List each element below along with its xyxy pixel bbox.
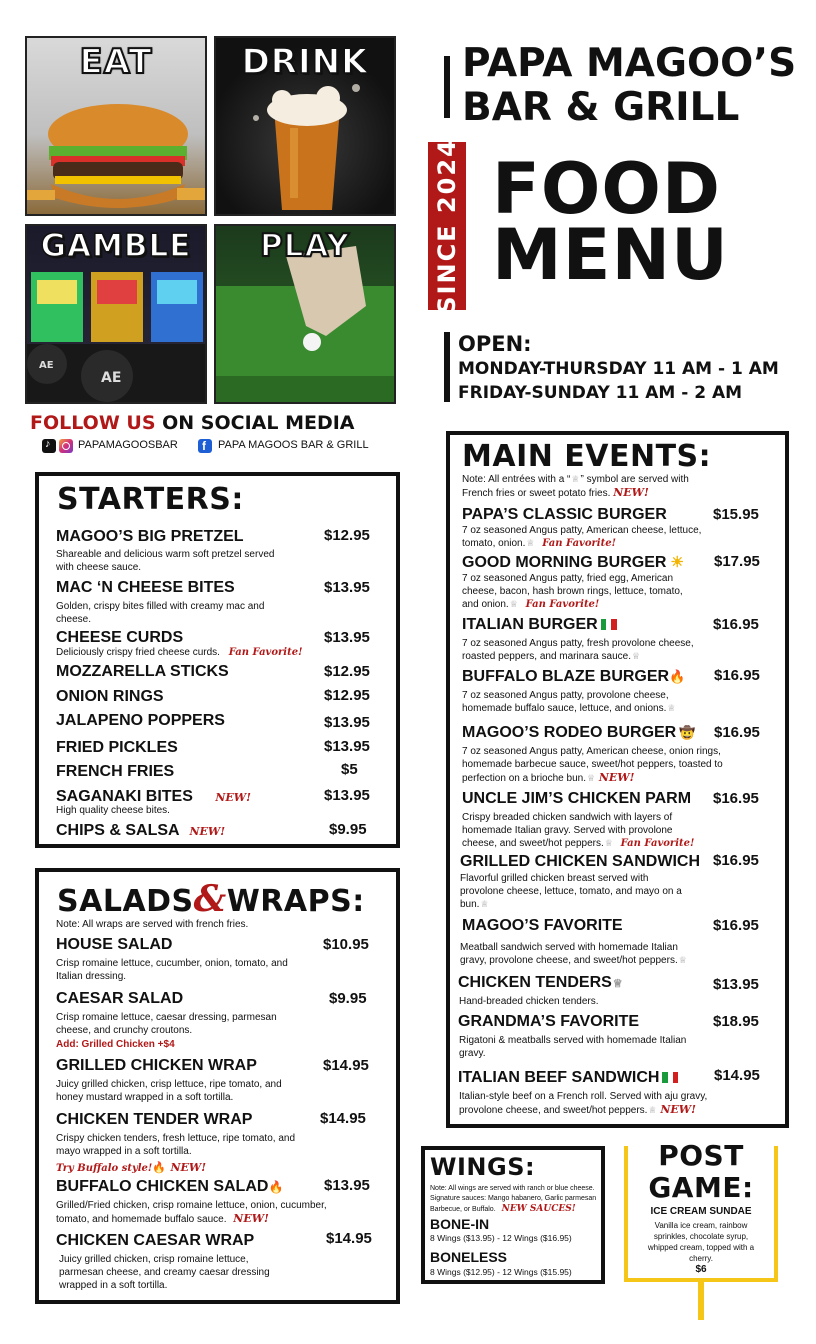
cowboy-hat-icon: 🤠 — [679, 725, 696, 740]
wings-note-text: Note: All wings are served with ranch or blue cheese. Signature sauces: Mango habanero, Garlic parmesan Barbecue, or Buffalo. — [430, 1185, 597, 1213]
main-price: $18.95 — [713, 1013, 759, 1030]
main-desc-text: 7 oz seasoned Angus patty, provolone cheese, homemade buffalo sauce, lettuce, and onions. — [462, 690, 669, 714]
salads-wraps-section — [35, 868, 400, 1304]
salad-price: $14.95 — [323, 1057, 369, 1074]
salad-name: CHICKEN TENDER WRAP — [56, 1111, 253, 1128]
bone-in-label: BONE-IN — [430, 1216, 490, 1232]
main-name — [462, 616, 617, 634]
wings-section — [421, 1146, 605, 1284]
main-name: MAGOO’S FAVORITE — [462, 917, 623, 934]
boneless-prices: 8 Wings ($12.95) - 12 Wings ($15.95) — [430, 1267, 572, 1277]
main-events-title: MAIN EVENTS: — [462, 439, 712, 474]
starter-name: MOZZARELLA STICKS — [56, 663, 229, 680]
sundae-name: ICE CREAM SUNDAE — [650, 1206, 752, 1217]
starters-section — [35, 472, 400, 848]
main-name: GRILLED CHICKEN SANDWICH — [460, 853, 700, 870]
main-desc — [459, 1090, 749, 1117]
chef-hat-icon: ♕ — [509, 599, 518, 609]
main-name-text: ITALIAN BURGER — [462, 616, 598, 633]
main-name — [458, 1069, 678, 1087]
starter-name: MAC ‘N CHEESE BITES — [56, 579, 235, 596]
chef-hat-icon: ♕ — [667, 703, 676, 713]
buffalo-style-tag: Try Buffalo style! — [56, 1163, 153, 1174]
main-name-text: BUFFALO BLAZE BURGER — [462, 668, 670, 685]
gamble-caption: GAMBLE — [40, 228, 192, 264]
sundae-price: $6 — [695, 1264, 707, 1275]
chef-hat-icon: ♕ — [604, 838, 613, 848]
main-desc-text: Meatball sandwich served with homemade Italian gravy, provolone cheese, and sweet/hot peppers. — [460, 942, 678, 966]
main-name: GRANDMA’S FAVORITE — [458, 1013, 640, 1030]
sun-icon: ☀ — [670, 554, 684, 571]
new-tag: NEW! — [170, 1161, 207, 1174]
gamble-photo-tile — [25, 224, 207, 404]
starter-name: ONION RINGS — [56, 688, 164, 705]
salad-name-text: BUFFALO CHICKEN SALAD — [56, 1178, 269, 1195]
fan-favorite-tag: Fan Favorite! — [228, 647, 303, 658]
main-desc — [462, 524, 707, 550]
main-name — [462, 668, 685, 686]
main-desc-text: 7 oz seasoned Angus patty, American cheese, onion rings, homemade barbecue sauce, sweet/hot peppers, toasted to perfection on a brioche bun. — [462, 746, 723, 784]
main-price: $13.95 — [713, 976, 759, 993]
chef-hat-icon: ♕ — [648, 1105, 657, 1115]
flame-icon: 🔥 — [268, 1180, 284, 1194]
on-social-text: ON SOCIAL MEDIA — [162, 412, 355, 434]
main-name-text: CHICKEN TENDERS — [458, 974, 612, 991]
starter-price: $13.95 — [324, 629, 370, 646]
starter-desc: Golden, crispy bites filled with creamy mac and cheese. — [56, 601, 265, 625]
fan-favorite-tag: Fan Favorite! — [620, 838, 695, 849]
new-tag: NEW! — [233, 1212, 269, 1225]
new-tag: NEW! — [660, 1103, 696, 1116]
starter-desc: High quality cheese bites. — [56, 805, 170, 816]
fan-favorite-tag: Fan Favorite! — [525, 599, 600, 610]
starter-price: $12.95 — [324, 663, 370, 680]
main-note — [462, 473, 717, 500]
main-desc-text: 7 oz seasoned Angus patty, fresh provolone cheese, roasted peppers, and marinara sauce. — [462, 638, 694, 662]
main-desc-text: Crispy breaded chicken sandwich with layers of homemade Italian gravy. Served with provolone cheese, and sweet/hot peppers. — [462, 812, 673, 849]
chef-hat-icon: ♕ — [632, 651, 641, 661]
facebook-handle[interactable]: PAPA MAGOOS BAR & GRILL — [218, 439, 369, 451]
starter-price: $13.95 — [324, 738, 370, 755]
starter-desc — [56, 646, 356, 659]
hours-rule — [444, 332, 450, 402]
social-heading — [30, 412, 355, 434]
main-desc — [462, 572, 702, 611]
salad-price: $9.95 — [329, 990, 367, 1007]
salad-price: $14.95 — [320, 1110, 366, 1127]
starter-name: CHEESE CURDS — [56, 629, 184, 646]
chef-hat-icon: ♕ — [571, 474, 580, 484]
salad-name: HOUSE SALAD — [56, 936, 173, 953]
ampersand: & — [193, 878, 227, 920]
salad-name: GRILLED CHICKEN WRAP — [56, 1057, 257, 1074]
main-price: $14.95 — [714, 1067, 760, 1084]
chef-hat-icon: ♕ — [586, 773, 596, 783]
salad-price: $14.95 — [326, 1230, 372, 1247]
menu-title-line1: FOOD — [492, 148, 721, 230]
salads-word: SALADS — [57, 884, 194, 919]
main-desc — [462, 745, 742, 785]
main-price: $16.95 — [713, 852, 759, 869]
goalpost-stand — [698, 1282, 704, 1320]
salad-name: CHICKEN CAESAR WRAP — [56, 1232, 255, 1249]
salad-price: $13.95 — [324, 1177, 370, 1194]
play-caption: PLAY — [260, 228, 350, 264]
main-desc-text: 7 oz seasoned Angus patty, fried egg, American cheese, bacon, hash brown rings, lettuce, tomato, and onion. — [462, 573, 683, 610]
main-name-text: GOOD MORNING BURGER — [462, 554, 667, 571]
chef-hat-icon: ♕ — [526, 538, 535, 548]
new-sauces-tag: NEW SAUCES! — [501, 1204, 576, 1214]
bone-in-prices: 8 Wings ($13.95) - 12 Wings ($16.95) — [430, 1233, 572, 1243]
main-desc — [460, 872, 695, 911]
main-desc: Hand-breaded chicken tenders. — [459, 996, 599, 1007]
facebook-icon[interactable]: f — [198, 439, 212, 453]
salad-desc-text: Grilled/Fried chicken, crisp romaine lettuce, onion, cucumber, tomato, and homemade buffalo sauce. — [56, 1200, 327, 1225]
starter-price: $12.95 — [324, 527, 370, 544]
main-price: $16.95 — [714, 724, 760, 741]
drink-caption: DRINK — [241, 42, 369, 82]
fan-favorite-tag: Fan Favorite! — [542, 538, 616, 549]
restaurant-name-line1: PAPA MAGOO’S — [462, 41, 797, 86]
play-photo-tile — [214, 224, 396, 404]
main-desc — [462, 637, 702, 663]
main-desc: Rigatoni & meatballs served with homemade Italian gravy. — [459, 1035, 687, 1059]
main-name — [462, 553, 684, 572]
svg-text:AE: AE — [39, 360, 54, 371]
eat-caption: EAT — [79, 42, 153, 82]
hours-label: OPEN: — [458, 332, 532, 356]
wraps-word: WRAPS: — [226, 884, 365, 919]
menu-title-line2: MENU — [492, 214, 729, 296]
starter-desc-text: Deliciously crispy fried cheese curds. — [56, 647, 220, 658]
starter-price: $13.95 — [324, 714, 370, 731]
salad-name: CAESAR SALAD — [56, 990, 184, 1007]
starter-name: MAGOO’S BIG PRETZEL — [56, 528, 244, 545]
italy-flag-icon — [601, 619, 617, 630]
starter-name: FRENCH FRIES — [56, 763, 175, 780]
main-name-text: MAGOO’S RODEO BURGER — [462, 724, 677, 741]
main-name-text: ITALIAN BEEF SANDWICH — [458, 1069, 660, 1086]
starter-price: $9.95 — [329, 821, 367, 838]
main-name — [462, 724, 695, 742]
main-price: $16.95 — [713, 616, 759, 633]
instagram-handle[interactable]: PAPAMAGOOSBAR — [78, 439, 178, 451]
sundae-desc: Vanilla ice cream, rainbow sprinkles, chocolate syrup, whipped cream, topped with a cherry. — [647, 1221, 755, 1263]
since-badge — [428, 138, 466, 314]
post-game-title-line1: POST — [658, 1139, 744, 1172]
salad-price: $10.95 — [323, 936, 369, 953]
main-desc — [462, 811, 707, 850]
wings-note — [430, 1184, 602, 1215]
eat-photo-tile — [25, 36, 207, 216]
main-note-a: Note: All entrées with a “ — [462, 474, 571, 485]
wings-title: WINGS: — [430, 1153, 536, 1181]
main-desc-text: Flavorful grilled chicken breast served with provolone cheese, lettuce, tomato, and mayo on a bun. — [460, 873, 682, 910]
tiktok-icon[interactable]: ♪ — [42, 439, 56, 453]
main-desc-text: 7 oz seasoned Angus patty, American cheese, lettuce, tomato, onion. — [462, 525, 702, 549]
starters-title: STARTERS: — [57, 482, 244, 517]
starter-price: $12.95 — [324, 687, 370, 704]
salad-desc: Juicy grilled chicken, crisp lettuce, ripe tomato, and honey mustard wrapped in a soft tortilla. — [56, 1079, 282, 1103]
restaurant-name-line2: BAR & GRILL — [462, 85, 740, 130]
salads-wraps-title — [57, 878, 365, 920]
flame-icon: 🔥 — [669, 669, 686, 684]
new-tag: NEW! — [189, 825, 226, 838]
starter-name: JALAPENO POPPERS — [56, 712, 225, 729]
salad-desc: Crispy chicken tenders, fresh lettuce, ripe tomato, and mayo wrapped in a soft tortilla. — [56, 1133, 296, 1157]
chef-hat-icon: ♕ — [612, 978, 623, 990]
follow-us-text: FOLLOW US — [30, 412, 156, 434]
add-chicken-note: Add: Grilled Chicken +$4 — [56, 1039, 175, 1050]
flame-icon: 🔥 — [152, 1162, 167, 1174]
salad-desc — [56, 1199, 356, 1226]
main-name: UNCLE JIM’S CHICKEN PARM — [462, 790, 692, 807]
italy-flag-icon — [662, 1072, 678, 1083]
starter-name: FRIED PICKLES — [56, 739, 178, 756]
main-events-section — [446, 431, 789, 1128]
post-game-title-line2: GAME: — [648, 1171, 754, 1204]
main-price: $15.95 — [713, 506, 759, 523]
hours-weekday: MONDAY-THURSDAY 11 AM - 1 AM — [458, 359, 779, 379]
salad-desc: Crisp romaine lettuce, cucumber, onion, tomato, and Italian dressing. — [56, 958, 288, 982]
main-price: $17.95 — [714, 553, 760, 570]
drink-photo-tile — [214, 36, 396, 216]
chef-hat-icon: ♕ — [678, 955, 687, 965]
starter-name — [56, 822, 225, 840]
main-price: $16.95 — [714, 667, 760, 684]
main-desc-text: Italian-style beef on a French roll. Served with aju gravy, provolone cheese, and sweet/hot peppers. — [459, 1091, 708, 1116]
main-desc — [460, 941, 700, 967]
starter-price: $13.95 — [324, 579, 370, 596]
salad-name — [56, 1178, 283, 1196]
main-price: $16.95 — [713, 917, 759, 934]
hours-weekend: FRIDAY-SUNDAY 11 AM - 2 AM — [458, 383, 743, 403]
main-note-b: ” symbol are served with French fries or sweet potato fries. — [462, 474, 689, 499]
starter-desc: Shareable and delicious warm soft pretzel served with cheese sauce. — [56, 549, 275, 573]
starter-name-text: CHIPS & SALSA — [56, 822, 179, 839]
svg-text:AE: AE — [101, 370, 122, 386]
salad-desc: Crisp romaine lettuce, caesar dressing, parmesan cheese, and crunchy croutons. — [56, 1012, 277, 1036]
buffalo-style-note — [56, 1158, 206, 1176]
name-rule — [444, 56, 450, 118]
main-price: $16.95 — [713, 790, 759, 807]
main-name: PAPA’S CLASSIC BURGER — [462, 506, 667, 523]
salad-desc: Juicy grilled chicken, crisp romaine lettuce, parmesan cheese, and creamy caesar dressing wrapped in a soft tortilla. — [59, 1254, 270, 1291]
starter-name-text: SAGANAKI BITES — [56, 788, 193, 805]
wraps-note: Note: All wraps are served with french fries. — [56, 919, 249, 930]
new-tag: NEW! — [613, 486, 649, 499]
starter-price: $5 — [341, 761, 358, 778]
main-name — [458, 974, 624, 992]
new-tag: NEW! — [215, 791, 251, 804]
since-text: SINCE 2024 — [433, 138, 461, 314]
boneless-label: BONELESS — [430, 1249, 508, 1265]
starter-price: $13.95 — [324, 787, 370, 804]
main-desc — [462, 689, 697, 715]
new-tag: NEW! — [598, 771, 635, 784]
chef-hat-icon: ♕ — [480, 899, 489, 909]
instagram-icon[interactable] — [59, 439, 73, 453]
